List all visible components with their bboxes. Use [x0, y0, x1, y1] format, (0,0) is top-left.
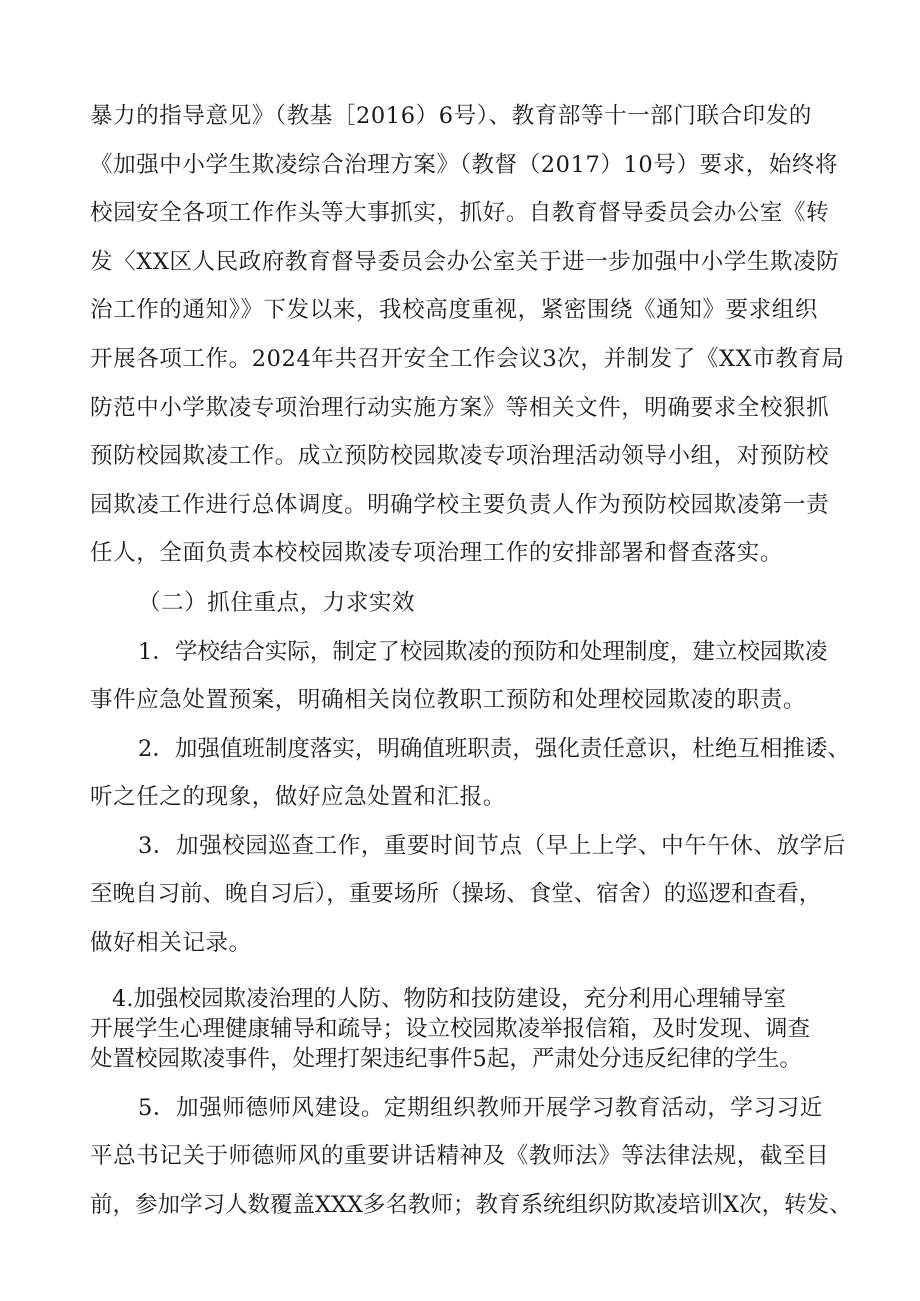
list-item-3: 3．加强校园巡查工作，重要时间节点（早上上学、中午午休、放学后: [138, 833, 846, 859]
body-text-line: 任人，全面负责本校校园欺凌专项治理工作的安排部署和督查落实。: [90, 540, 784, 566]
body-text-line: 治工作的通知》》下发以来，我校高度重视，紧密围绕《通知》要求组织: [90, 297, 818, 323]
list-item-5: 5．加强师德师风建设。定期组织教师开展学习教育活动，学习习近: [138, 1095, 823, 1121]
list-item-2: 2．加强值班制度落实，明确值班职责，强化责任意识，杜绝互相推诿、: [138, 736, 850, 762]
body-text-line: 《加强中小学生欺凌综合治理方案》（教督（2017）10号）要求，始终将: [90, 152, 839, 178]
body-text-line: 校园安全各项工作作头等大事抓实，抓好。自教育督导委员会办公室《转: [90, 200, 830, 226]
body-text-line: 处置校园欺凌事件，处理打架违纪事件5起，严肃处分违反纪律的学生。: [90, 1046, 802, 1072]
body-text-line: 做好相关记录。: [90, 930, 252, 956]
body-text-line: 预防校园欺凌工作。成立预防校园欺凌专项治理活动领导小组，对预防校: [90, 443, 830, 469]
body-text-line: 发〈XX区人民政府教育督导委员会办公室关于进一步加强中小学生欺凌防: [90, 249, 840, 275]
section-heading: （二）抓住重点，力求实效: [138, 590, 416, 616]
body-text-line: 开展各项工作。2024年共召开安全工作会议3次，并制发了《XX市教育局: [90, 346, 845, 372]
list-item-1: 1．学校结合实际，制定了校园欺凌的预防和处理制度，建立校园欺凌: [138, 639, 828, 665]
body-text-line: 暴力的指导意见》（教基［2016）6号）、教育部等十一部门联合印发的: [90, 103, 812, 129]
body-text-line: 防范中小学欺凌专项治理行动实施方案》等相关文件，明确要求全校狠抓: [90, 395, 830, 421]
body-text-line: 开展学生心理健康辅导和疏导；设立校园欺凌举报信箱，及时发现、调查: [90, 1016, 811, 1042]
body-text-line: 园欺凌工作进行总体调度。明确学校主要负责人作为预防校园欺凌第一责: [90, 492, 830, 518]
body-text-line: 平总书记关于师德师风的重要讲话精神及《教师法》等法律法规，截至目: [90, 1143, 830, 1169]
list-item-4: 4.加强校园欺凌治理的人防、物防和技防建设，充分利用心理辅导室: [112, 986, 786, 1012]
body-text-line: 听之任之的现象，做好应急处置和汇报。: [90, 784, 506, 810]
body-text-line: 前，参加学习人数覆盖XXX多名教师；教育系统组织防欺凌培训X次，转发、: [90, 1192, 852, 1218]
body-text-line: 事件应急处置预案，明确相关岗位教职工预防和处理校园欺凌的职责。: [90, 687, 807, 713]
body-text-line: 至晚自习前、晚自习后），重要场所（操场、食堂、宿舍）的巡逻和查看，: [90, 881, 822, 907]
